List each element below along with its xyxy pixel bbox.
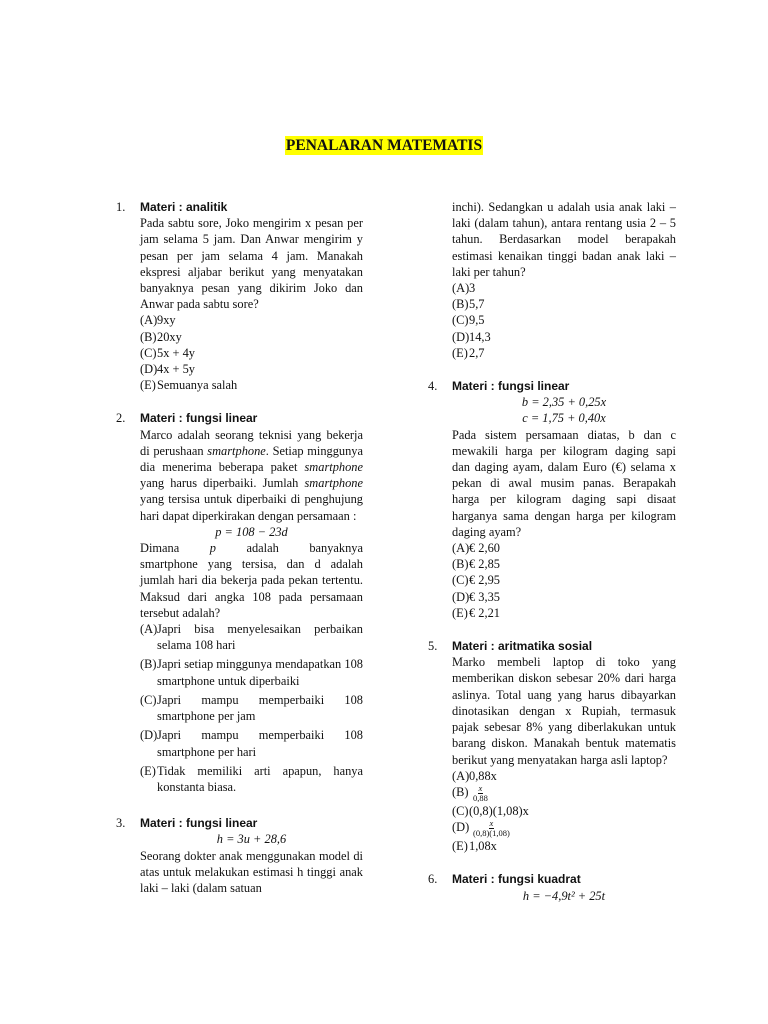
option-label: (C) bbox=[452, 573, 469, 588]
option-a bbox=[452, 280, 676, 296]
right-column bbox=[428, 199, 676, 904]
option-b bbox=[452, 556, 676, 572]
option-text: Japri mampu memperbaiki 108 smartphone per jam bbox=[157, 692, 363, 724]
option-d bbox=[452, 329, 676, 345]
text-run: smartphone bbox=[304, 460, 363, 475]
spacer bbox=[116, 798, 363, 815]
question-topic: Materi : aritmatika sosial bbox=[452, 639, 593, 654]
equation: h = 3u + 28,6 bbox=[216, 832, 287, 847]
option-e bbox=[452, 345, 676, 361]
option-text: 2,7 bbox=[469, 345, 485, 360]
option-text: 20xy bbox=[157, 329, 182, 344]
question-2 bbox=[116, 410, 363, 795]
option-text: € 2,60 bbox=[469, 541, 500, 556]
equation: h = −4,9t² + 25t bbox=[522, 888, 606, 903]
option-b bbox=[140, 656, 363, 688]
fraction-denominator: 0,88 bbox=[473, 792, 488, 803]
question-number: 4. bbox=[428, 379, 438, 394]
question-topic: Materi : analitik bbox=[140, 200, 228, 214]
fraction-numerator: x bbox=[489, 818, 494, 829]
option-label: (B) bbox=[140, 329, 157, 344]
option-label: (A) bbox=[140, 313, 158, 328]
option-label: (A) bbox=[452, 768, 470, 783]
option-a bbox=[452, 540, 676, 556]
question-text: Seorang dokter anak menggunakan model di atas untuk melakukan estimasi h tinggi anak laki – laki (dalam satuan bbox=[140, 848, 363, 895]
left-column bbox=[116, 199, 363, 896]
equation: c = 1,75 + 0,40x bbox=[522, 411, 606, 426]
text-run: adalah bbox=[246, 541, 279, 556]
option-text: Semuanya salah bbox=[157, 378, 238, 393]
question-4 bbox=[428, 378, 676, 621]
option-label: (C) bbox=[140, 345, 157, 360]
question-text: Marko membeli laptop di toko yang memberikan diskon sebesar 20% dari harga aslinya. Total uang yang harus dibayarkan dinotasikan dengan x Rupiah, termasuk pajak sebesar 8% yang diberlakukan untuk barang diskon. Manakah bentuk matematis berikut yang menyatakan harga asli laptop? bbox=[452, 655, 676, 767]
question-number: 1. bbox=[116, 200, 126, 214]
spacer bbox=[116, 393, 363, 410]
option-text: Japri setiap minggunya mendapatkan 108 smartphone untuk diperbaiki bbox=[157, 657, 363, 688]
option-e bbox=[452, 838, 676, 854]
option-label: (B) bbox=[452, 297, 469, 312]
question-text: smartphone yang tersisa, dan d adalah jumlah hari dia bekerja pada pekan tertentu. Maksud dari angka 108 pada persamaan tersebut adalah? bbox=[140, 557, 363, 620]
option-label: (C) bbox=[452, 313, 469, 328]
text-run: yang tersisa untuk diperbaiki di penghujung hari dapat diperkirakan dengan persamaan : bbox=[140, 492, 363, 523]
option-b bbox=[140, 329, 363, 345]
question-5 bbox=[428, 638, 676, 854]
option-label: (B) bbox=[452, 784, 469, 799]
text-run: p bbox=[209, 541, 216, 556]
option-label: (E) bbox=[452, 839, 468, 854]
option-label: (B) bbox=[140, 657, 157, 672]
option-a bbox=[452, 768, 676, 784]
option-text: € 2,95 bbox=[469, 573, 500, 588]
option-e bbox=[452, 605, 676, 621]
text-run: . Setiap minggunya dia menerima beberapa paket bbox=[140, 443, 363, 475]
question-number: 3. bbox=[116, 816, 126, 831]
option-c bbox=[452, 572, 676, 588]
option-text: 3 bbox=[469, 281, 476, 296]
option-label: (A) bbox=[452, 281, 470, 296]
text-run: banyaknya bbox=[309, 541, 363, 556]
option-label: (A) bbox=[140, 622, 158, 637]
question-1 bbox=[116, 199, 363, 393]
question-topic: Materi : fungsi linear bbox=[452, 379, 570, 394]
fraction bbox=[472, 784, 489, 803]
question-topic: Materi : fungsi linear bbox=[140, 816, 258, 831]
option-text: € 2,85 bbox=[469, 557, 500, 572]
option-b bbox=[452, 784, 676, 803]
option-text: 0,88x bbox=[469, 768, 497, 783]
option-c bbox=[140, 692, 363, 724]
option-c bbox=[452, 312, 676, 328]
option-d bbox=[452, 819, 676, 838]
option-text bbox=[469, 784, 676, 803]
option-label: (D) bbox=[452, 820, 470, 835]
question-text: inchi). Sedangkan u adalah usia anak laki – laki (dalam tahun), antara rentang usia 2 – 5 tahun. Berdasarkan model berapakah estimasi kenaikan tinggi badan anak laki – laki per tahun? bbox=[452, 200, 676, 279]
question-number: 5. bbox=[428, 639, 438, 654]
question-topic: Materi : fungsi kuadrat bbox=[452, 872, 581, 887]
option-d bbox=[140, 727, 363, 759]
text-run: Dimana bbox=[140, 541, 180, 556]
spacer bbox=[428, 361, 676, 378]
page-title: PENALARAN MATEMATIS bbox=[285, 137, 483, 154]
fraction-denominator: (0,8)(1,08) bbox=[473, 828, 510, 839]
option-text: 1,08x bbox=[469, 839, 497, 854]
option-label: (E) bbox=[140, 763, 156, 778]
question-number: 6. bbox=[428, 872, 438, 887]
option-text: 5x + 4y bbox=[157, 345, 195, 360]
option-label: (E) bbox=[452, 345, 468, 360]
text-run: Marco adalah seorang teknisi yang bekerja di perushaan bbox=[140, 427, 363, 458]
question-3-continued bbox=[428, 199, 676, 361]
option-text: 9xy bbox=[157, 313, 176, 328]
question-text: Pada sabtu sore, Joko mengirim x pesan per jam selama 5 jam. Dan Anwar mengirim y pesan per jam selama 4 jam. Manakah ekspresi aljabar berikut yang menyatakan banyaknya pesan yang dikirim Joko dan Anwar pada sabtu sore? bbox=[140, 216, 363, 312]
text-run: smartphone bbox=[207, 443, 266, 458]
option-d bbox=[140, 361, 363, 377]
text-run: yang harus diperbaiki. Jumlah bbox=[140, 476, 305, 491]
page-title-wrap bbox=[0, 138, 768, 154]
fraction-numerator: x bbox=[478, 782, 483, 793]
option-label: (A) bbox=[452, 541, 470, 556]
question-text bbox=[140, 427, 363, 524]
option-b bbox=[452, 296, 676, 312]
option-a bbox=[140, 621, 363, 653]
option-label: (E) bbox=[140, 378, 156, 393]
fraction bbox=[472, 819, 511, 838]
equation: p = 108 − 23d bbox=[215, 524, 288, 539]
option-c bbox=[140, 345, 363, 361]
option-a bbox=[140, 312, 363, 328]
option-text bbox=[469, 819, 676, 838]
option-label: (D) bbox=[140, 362, 158, 377]
option-text: € 2,21 bbox=[469, 605, 500, 620]
option-e bbox=[140, 763, 363, 795]
spacer bbox=[428, 854, 676, 871]
question-topic: Materi : fungsi linear bbox=[140, 411, 258, 426]
question-text: Pada sistem persamaan diatas, b dan c mewakili harga per kilogram daging sapi dan daging ayam, dalam Euro (€) selama x pekan di awal musim panas. Berapakah harga per kilogram daging sapi disaat harganya sama dengan harga per kilogram daging ayam? bbox=[452, 427, 676, 539]
option-label: (B) bbox=[452, 557, 469, 572]
option-e bbox=[140, 377, 363, 393]
spacer bbox=[428, 621, 676, 638]
option-text: 9,5 bbox=[469, 313, 485, 328]
equation: b = 2,35 + 0,25x bbox=[521, 395, 607, 410]
option-label: (E) bbox=[452, 605, 468, 620]
option-text: 5,7 bbox=[469, 297, 485, 312]
option-text: Japri mampu memperbaiki 108 smartphone per hari bbox=[157, 728, 363, 759]
option-label: (D) bbox=[140, 728, 158, 743]
option-d bbox=[452, 589, 676, 605]
option-text: 4x + 5y bbox=[157, 362, 195, 377]
option-label: (C) bbox=[452, 803, 469, 818]
option-text: Tidak memiliki arti apapun, hanya konstanta biasa. bbox=[157, 763, 363, 794]
option-text: (0,8)(1,08)x bbox=[469, 803, 529, 818]
text-run: smartphone bbox=[304, 476, 363, 491]
option-text: 14,3 bbox=[469, 329, 491, 344]
question-6 bbox=[428, 871, 676, 903]
question-number: 2. bbox=[116, 411, 126, 426]
question-3 bbox=[116, 815, 363, 896]
option-c bbox=[452, 803, 676, 819]
option-label: (D) bbox=[452, 329, 470, 344]
option-text: € 3,35 bbox=[469, 589, 500, 604]
option-label: (D) bbox=[452, 589, 470, 604]
question-text-line bbox=[140, 540, 363, 556]
option-label: (C) bbox=[140, 692, 157, 707]
option-text: Japri bisa menyelesaikan perbaikan selama 108 hari bbox=[157, 622, 363, 653]
